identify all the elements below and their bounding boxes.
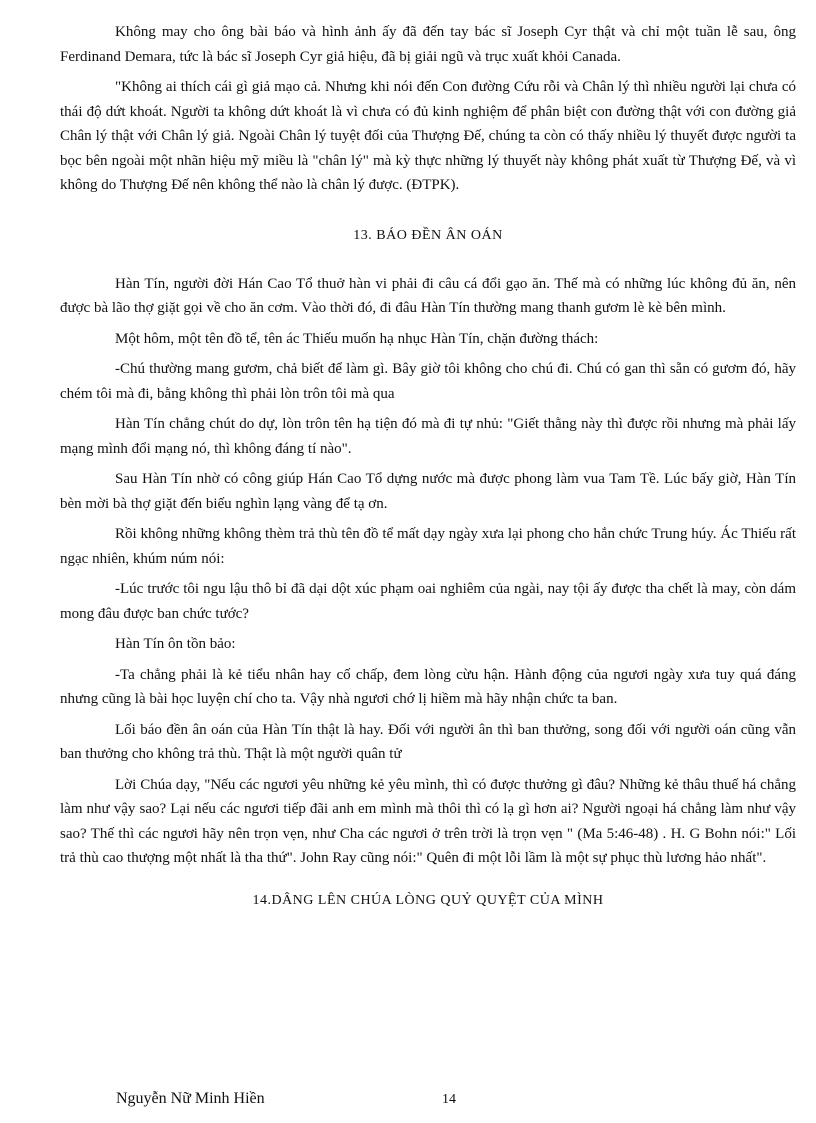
section-heading: 14.DÂNG LÊN CHÚA LÒNG QUỶ QUYỆT CỦA MÌNH — [252, 892, 604, 908]
paragraph: -Chú thường mang gươm, chả biết để làm gì. Bây giờ tôi không cho chú đi. Chú có gan thì sẵn có gươm đó, hãy chém tôi mà đi, bằng không thì phải lòn trôn tôi mà qua — [60, 361, 796, 402]
paragraph: Hàn Tín ôn tồn bảo: — [115, 636, 236, 652]
paragraph: Hàn Tín, người đời Hán Cao Tổ thuở hàn vi phải đi câu cá đổi gạo ăn. Thế mà có những lúc không đủ ăn, nên được bà lão thợ giặt gọi về cho ăn cơm. Vào thời đó, đi đâu Hàn Tín thường mang thanh gươm lè kè bên mình. — [60, 275, 796, 316]
page-number: 14 — [442, 1092, 456, 1107]
paragraph: -Lúc trước tôi ngu lậu thô bỉ đã dại dột xúc phạm oai nghiêm của ngài, nay tội ấy được tha chết là may, còn dám mong đâu được ban chức tước? — [60, 581, 796, 622]
paragraph: Rồi không những không thèm trả thù tên đồ tể mất dạy ngày xưa lại phong cho hắn chức Trung húy. Ác Thiếu rất ngạc nhiên, khúm núm nói: — [60, 526, 796, 567]
paragraph: -Ta chẳng phải là kẻ tiểu nhân hay cố chấp, đem lòng cừu hận. Hành động của ngươi ngày xưa tuy quá đáng nhưng cũng là bài học luyện chí cho ta. Vậy nhà ngươi chớ lị hiềm mà hãy nhận chức ta ban. — [60, 666, 796, 707]
paragraph: Sau Hàn Tín nhờ có công giúp Hán Cao Tổ dựng nước mà được phong làm vua Tam Tề. Lúc bấy giờ, Hàn Tín bèn mời bà thợ giặt đến biếu nghìn lạng vàng để tạ ơn. — [60, 471, 796, 512]
paragraph: "Không ai thích cái gì giả mạo cả. Nhưng khi nói đến Con đường Cứu rỗi và Chân lý thì nhiều người lại chưa có thái độ dứt khoát. Người ta không dứt khoát là vì chưa có đủ kinh nghiệm để phân biệt con đường thật với con đường giả Chân lý thật với Chân lý giả. Ngoài Chân lý tuyệt đối của Thượng Đế, chúng ta còn có thấy nhiều lý thuyết được người ta bọc bên ngoài một nhãn hiệu mỹ miều là "chân lý" mà kỳ thực những lý thuyết này không phát xuất từ Thượng Đế, và vì không do Thượng Đế nên không thể nào là chân lý được. (ĐTPK). — [60, 79, 796, 193]
footer-author: Nguyễn Nữ Minh Hiền — [116, 1090, 265, 1107]
section-heading: 13. BÁO ĐỀN ÂN OÁN — [353, 227, 503, 243]
paragraph: Hàn Tín chẳng chút do dự, lòn trôn tên hạ tiện đó mà đi tự nhủ: "Giết thằng này thì được rồi nhưng mà phải lấy mạng mình đổi mạng nó, thì không đáng tí nào". — [60, 416, 796, 457]
paragraph: Không may cho ông bài báo và hình ảnh ấy đã đến tay bác sĩ Joseph Cyr thật và chỉ một tuần lễ sau, ông Ferdinand Demara, tức là bác sĩ Joseph Cyr giả hiệu, đã bị giải ngũ và trục xuất khỏi Canada. — [60, 24, 796, 65]
paragraph: Một hôm, một tên đồ tể, tên ác Thiếu muốn hạ nhục Hàn Tín, chặn đường thách: — [115, 330, 599, 347]
page-content — [60, 20, 796, 909]
paragraph: Lời Chúa dạy, "Nếu các ngươi yêu những kẻ yêu mình, thì có được thưởng gì đâu? Những kẻ thâu thuế há chẳng làm như vậy sao? Lại nếu các ngươi tiếp đãi anh em mình mà thôi thì có lạ gì hơn ai? Người ngoại há chẳng làm như vậy sao? Thế thì các ngươi hãy nên trọn vẹn, như Cha các ngươi ở trên trời là trọn vẹn " (Ma 5:46-48) . H. G Bohn nói:" Lối trả thù cao thượng một nhất là tha thứ". John Ray cũng nói:" Quên đi một lỗi lầm là một sự phục thù lương hảo nhất". — [60, 776, 796, 866]
paragraph: Lối báo đền ân oán của Hàn Tín thật là hay. Đối với người ân thì ban thưởng, song đối với người oán cũng vẫn ban thưởng cho không trả thù. Thật là một người quân tử — [60, 721, 796, 762]
